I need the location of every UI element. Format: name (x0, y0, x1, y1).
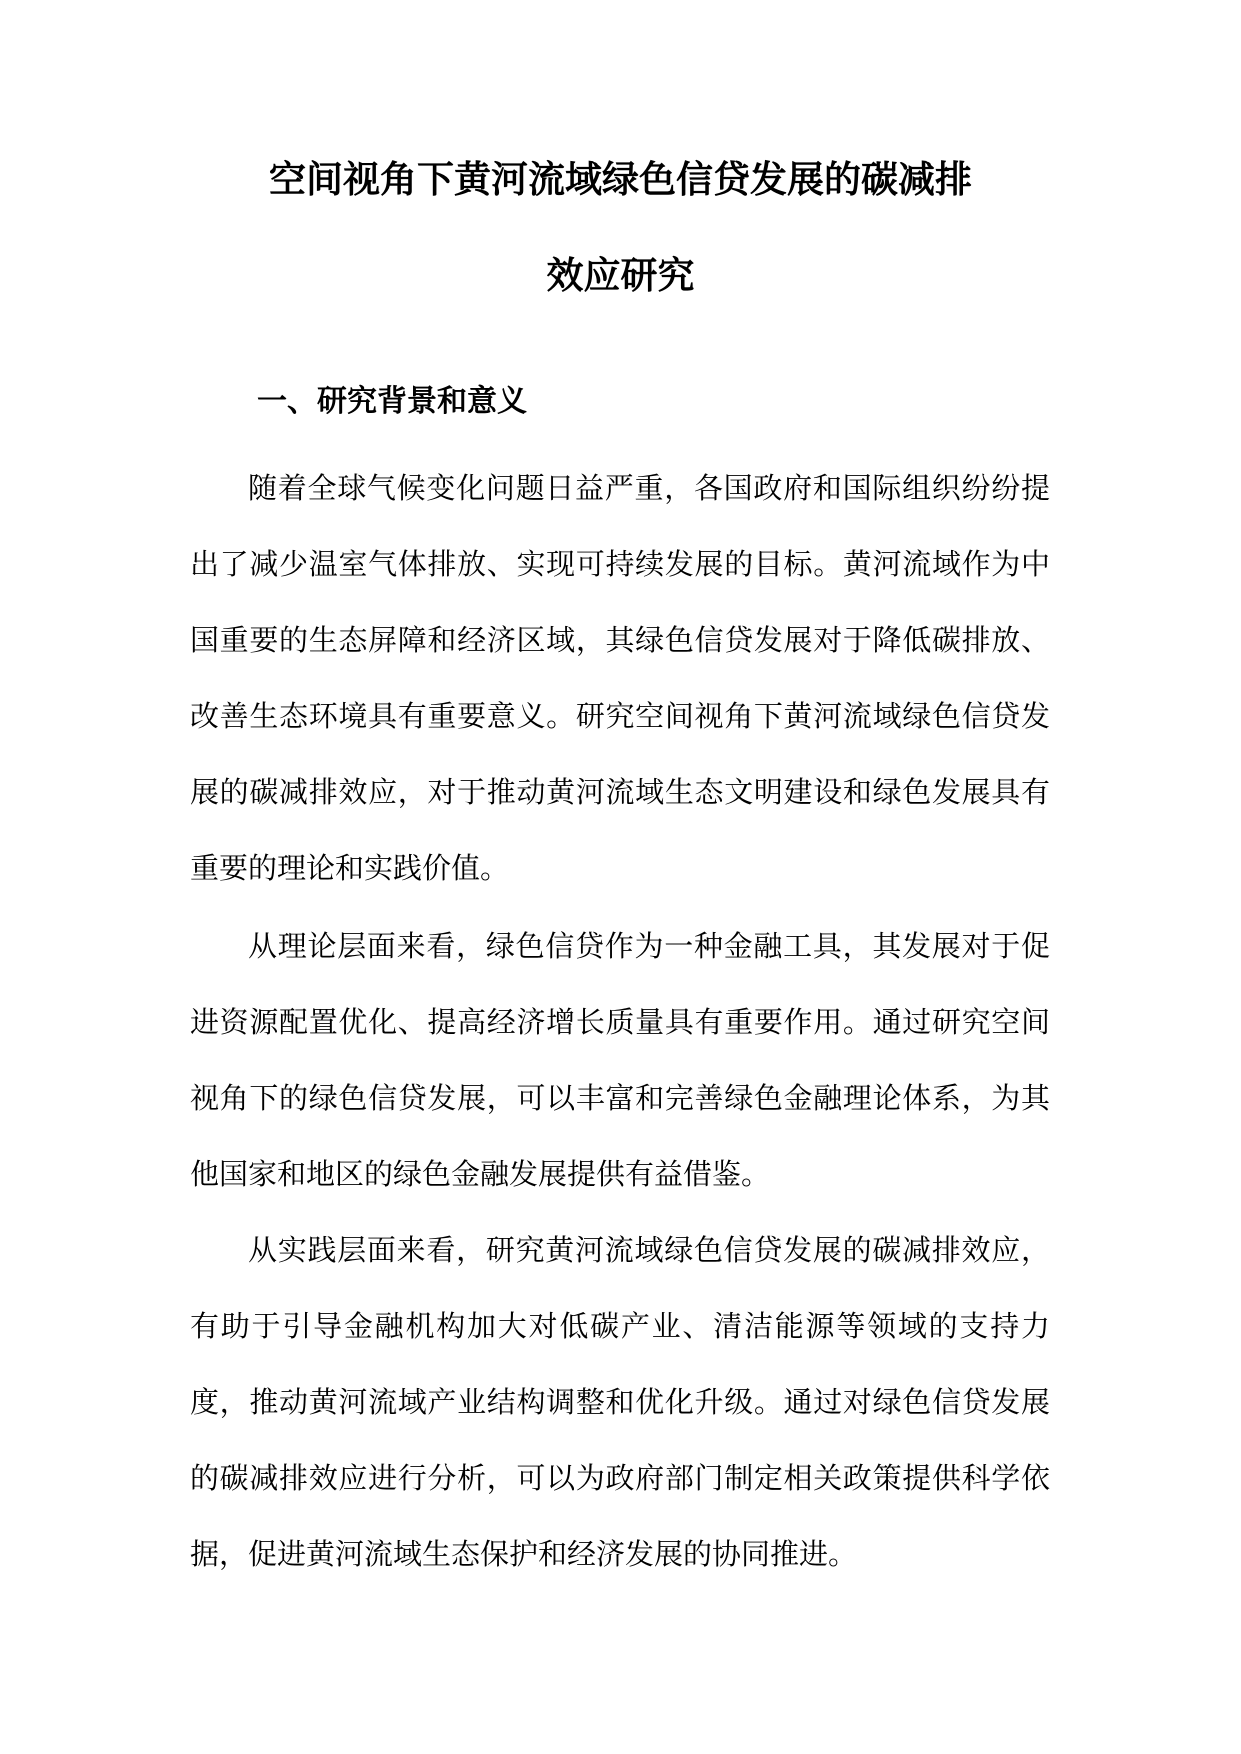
paragraph-theory: 从理论层面来看，绿色信贷作为一种金融工具，其发展对于促进资源配置优化、提高经济增长质量具有重要作用。通过研究空间视角下的绿色信贷发展，可以丰富和完善绿色金融理论体系，为其他国家和地区的绿色金融发展提供有益借鉴。 (190, 929, 1050, 1191)
paragraph-practice: 从实践层面来看，研究黄河流域绿色信贷发展的碳减排效应，有助于引导金融机构加大对低碳产业、清洁能源等领域的支持力度，推动黄河流域产业结构调整和优化升级。通过对绿色信贷发展的碳减排效应进行分析，可以为政府部门制定相关政策提供科学依据，促进黄河流域生态保护和经济发展的协同推进。 (190, 1233, 1050, 1571)
paragraph-background: 随着全球气候变化问题日益严重，各国政府和国际组织纷纷提出了减少温室气体排放、实现可持续发展的目标。黄河流域作为中国重要的生态屏障和经济区域，其绿色信贷发展对于降低碳排放、改善生态环境具有重要意义。研究空间视角下黄河流域绿色信贷发展的碳减排效应，对于推动黄河流域生态文明建设和绿色发展具有重要的理论和实践价值。 (190, 471, 1050, 885)
document-title-line-1: 空间视角下黄河流域绿色信贷发展的碳减排 (269, 157, 972, 201)
document-title-line-2: 效应研究 (546, 253, 695, 297)
section-heading: 一、研究背景和意义 (257, 384, 527, 419)
